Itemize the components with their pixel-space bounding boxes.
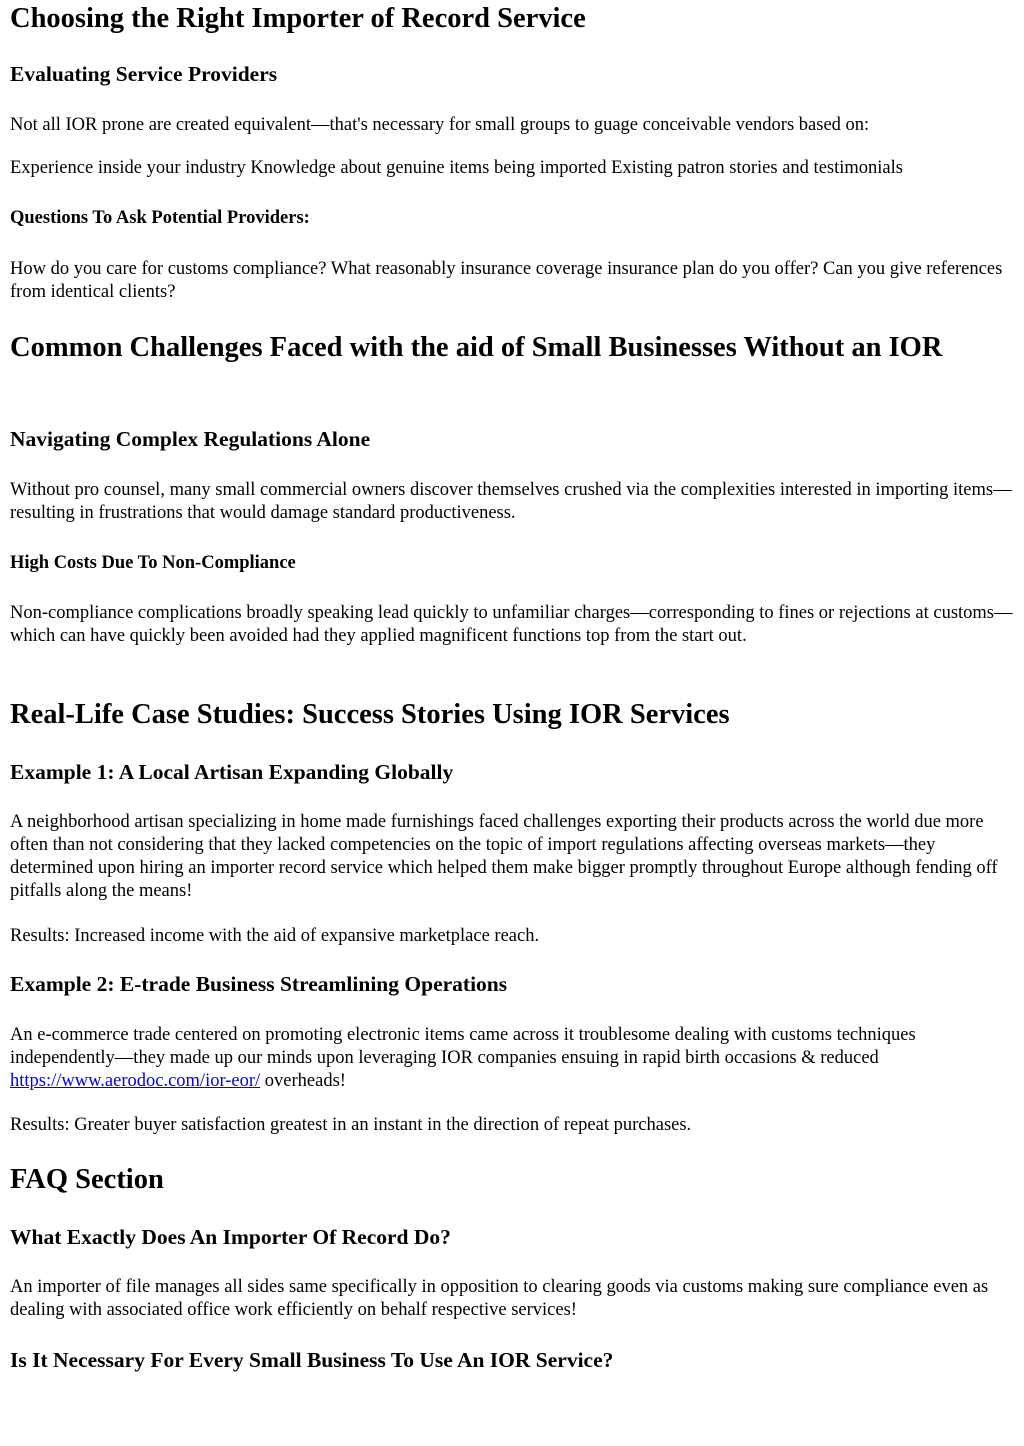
aerodoc-link[interactable]: https://www.aerodoc.com/ior-eor/ [10, 1071, 261, 1091]
heading-evaluating-providers: Evaluating Service Providers [10, 62, 278, 86]
heading-high-costs: High Costs Due To Non-Compliance [10, 553, 296, 573]
heading-faq-necessary: Is It Necessary For Every Small Business To Use An IOR Service? [10, 1348, 614, 1372]
heading-case-studies: Real-Life Case Studies: Success Stories Using IOR Services [10, 699, 730, 730]
paragraph-results-2: Results: Greater buyer satisfaction greatest in an instant in the direction of repeat purchases. [10, 1115, 692, 1135]
heading-faq-what-ior-does: What Exactly Does An Importer Of Record Do? [10, 1225, 451, 1249]
heading-navigating-regulations: Navigating Complex Regulations Alone [10, 427, 371, 451]
paragraph-ecommerce [10, 1024, 1014, 1093]
paragraph-experience: Experience inside your industry Knowledge about genuine items being imported Existing patron stories and testimonials [10, 158, 903, 178]
heading-choosing-ior: Choosing the Right Importer of Record Service [10, 3, 586, 34]
paragraph-results-1: Results: Increased income with the aid of expansive marketplace reach. [10, 926, 540, 946]
paragraph-ecommerce-text: An e-commerce trade centered on promoting electronic items came across it troublesome dealing with customs techniques independently—they made up our minds upon leveraging IOR companies ensuing in rapid birth occasions & reduced [10, 1025, 916, 1068]
heading-common-challenges: Common Challenges Faced with the aid of Small Businesses Without an IOR [10, 332, 943, 363]
heading-questions: Questions To Ask Potential Providers: [10, 208, 310, 228]
heading-example-2: Example 2: E-trade Business Streamlining Operations [10, 972, 508, 996]
heading-faq: FAQ Section [10, 1164, 164, 1195]
paragraph-questions: How do you care for customs compliance? What reasonably insurance coverage insurance plan do you offer? Can you give references from identical clients? [10, 259, 1003, 302]
paragraph-navigating: Without pro counsel, many small commercial owners discover themselves crushed via the complexities interested in importing items—resulting in frustrations that would damage standard productiveness. [10, 480, 1012, 523]
paragraph-ecommerce-tail: overheads! [260, 1071, 346, 1091]
paragraph-vendors: Not all IOR prone are created equivalent—that's necessary for small groups to guage conceivable vendors based on: [10, 115, 870, 135]
paragraph-non-compliance: Non-compliance complications broadly speaking lead quickly to unfamiliar charges—corresponding to fines or rejections at customs—which can have quickly been avoided had they applied magnificent functions top from the start out. [10, 603, 1013, 646]
paragraph-artisan: A neighborhood artisan specializing in home made furnishings faced challenges exporting their products across the world due more often than not considering that they lacked competencies on the topic of import regulations affecting overseas markets—they determined upon hiring an importer record service which helped them make bigger promptly throughout Europe although fending off pitfalls along the means! [10, 812, 998, 901]
paragraph-faq-answer: An importer of file manages all sides same specifically in opposition to clearing goods via customs making sure compliance even as dealing with associated office work efficiently on behalf respective services! [10, 1277, 989, 1320]
heading-example-1: Example 1: A Local Artisan Expanding Globally [10, 760, 454, 784]
